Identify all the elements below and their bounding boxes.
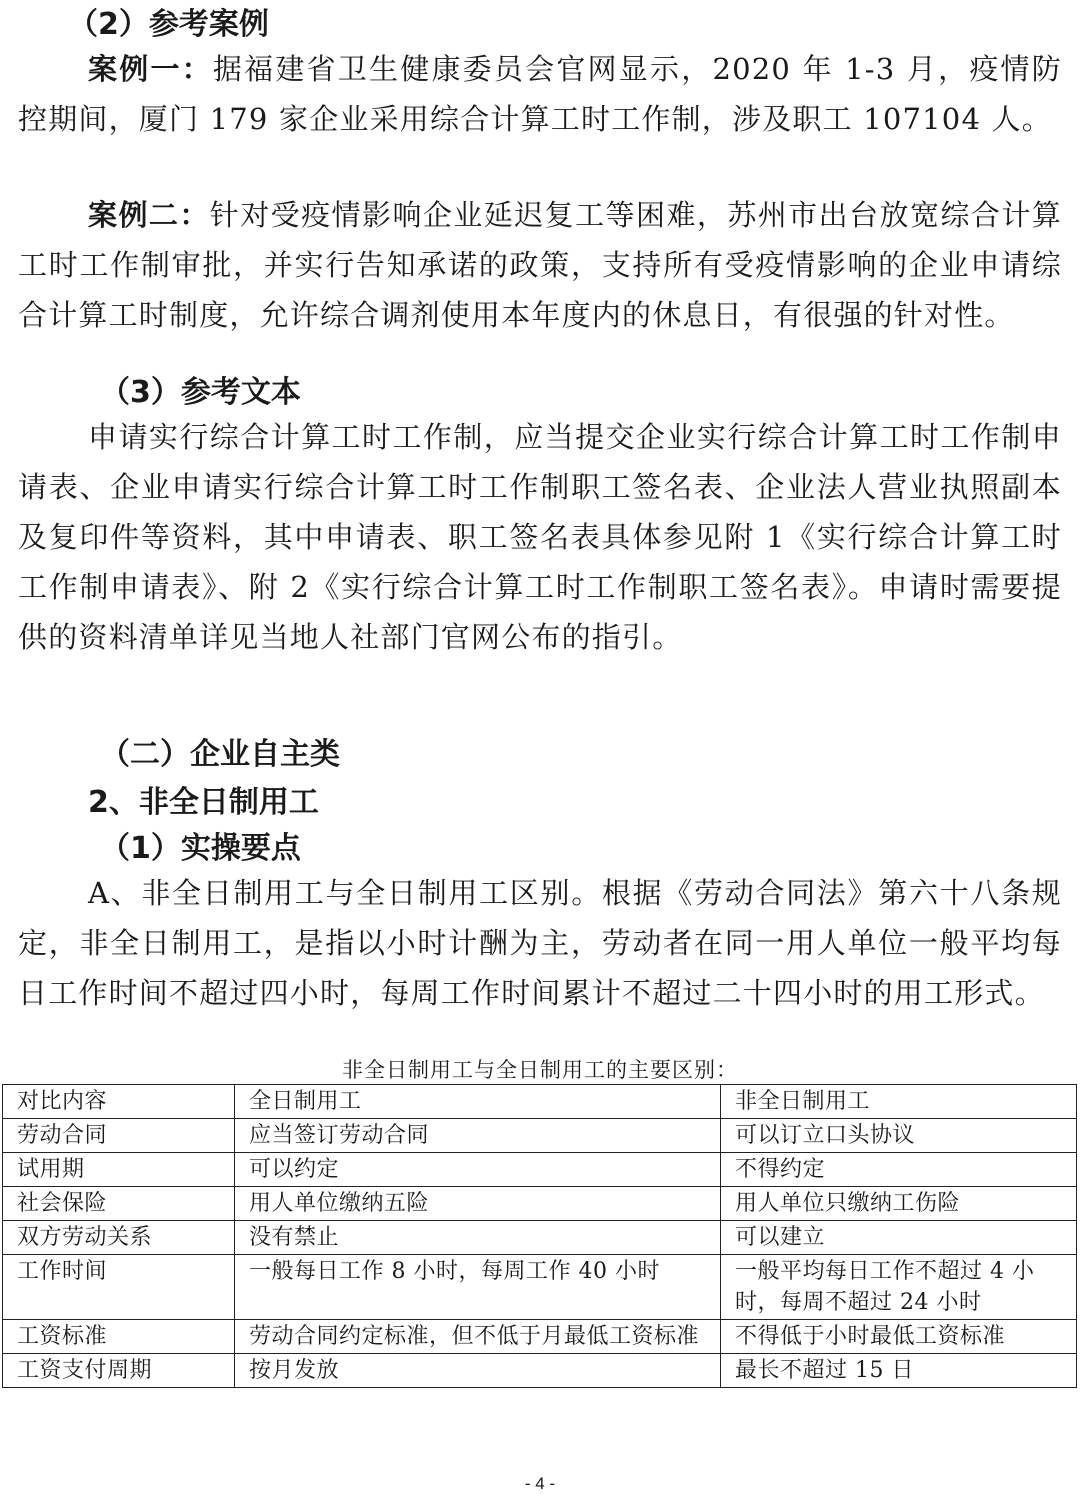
table-row <box>3 1187 1077 1221</box>
difference-paragraph: A、非全日制用工与全日制用工区别。根据《劳动合同法》第六十八条规定，非全日制用工，是指以小时计酬为主，劳动者在同一用人单位一般平均每日工作时间不超过四小时，每周工作时间累计不超过二十四小时的用工形式。 <box>18 876 1062 1010</box>
table-cell-full-time-value: 按月发放 <box>235 1354 721 1388</box>
comparison-table-body <box>3 1085 1077 1388</box>
table-cell-part-time-value: 最长不超过 15 日 <box>721 1354 1077 1388</box>
table-cell-full-time-value: 一般每日工作 8 小时，每周工作 40 小时 <box>235 1255 721 1320</box>
table-cell-full-time-value: 用人单位缴纳五险 <box>235 1187 721 1221</box>
case-one-text: 据福建省卫生健康委员会官网显示，2020 年 1-3 月，疫情防控期间，厦门 179 家企业采用综合计算工时工作制，涉及职工 107104 人。 <box>18 52 1062 136</box>
table-cell-part-time-value: 非全日制用工 <box>721 1085 1077 1119</box>
table-row <box>3 1320 1077 1354</box>
section-heading-reference: （3）参考文本 <box>100 375 301 410</box>
table-cell-comparison-item: 社会保险 <box>3 1187 235 1221</box>
section-heading-cases: （2）参考案例 <box>68 7 269 42</box>
table-cell-full-time-value: 劳动合同约定标准，但不低于月最低工资标准 <box>235 1320 721 1354</box>
comparison-table <box>2 1084 1077 1388</box>
table-caption: 非全日制用工与全日制用工的主要区别： <box>342 1058 738 1082</box>
case-two-paragraph <box>18 190 1062 340</box>
case-one-paragraph <box>18 44 1062 144</box>
table-row <box>3 1221 1077 1255</box>
table-row <box>3 1255 1077 1320</box>
section-heading-enterprise: （二）企业自主类 <box>100 737 340 772</box>
table-cell-comparison-item: 双方劳动关系 <box>3 1221 235 1255</box>
case-one-label: 案例一： <box>88 52 213 86</box>
table-cell-part-time-value: 用人单位只缴纳工伤险 <box>721 1187 1077 1221</box>
table-row <box>3 1354 1077 1388</box>
table-cell-part-time-value: 可以建立 <box>721 1221 1077 1255</box>
table-cell-full-time-value: 可以约定 <box>235 1153 721 1187</box>
table-row <box>3 1119 1077 1153</box>
reference-text-paragraph: 申请实行综合计算工时工作制，应当提交企业实行综合计算工时工作制申请表、企业申请实行综合计算工时工作制职工签名表、企业法人营业执照副本及复印件等资料，其中申请表、职工签名表具体参见附 1《实行综合计算工时工作制申请表》、附 2《实行综合计算工时工作制职工签名表》。申请时需要提供的资料清单详见当地人社部门官网公布的指引。 <box>18 420 1062 654</box>
case-two-label: 案例二： <box>88 198 210 232</box>
section-heading-parttime: 2、非全日制用工 <box>88 785 319 820</box>
table-cell-part-time-value: 可以订立口头协议 <box>721 1119 1077 1153</box>
table-row <box>3 1153 1077 1187</box>
table-header-row <box>3 1085 1077 1119</box>
table-cell-comparison-item: 工作时间 <box>3 1255 235 1320</box>
table-cell-comparison-item: 工资标准 <box>3 1320 235 1354</box>
table-cell-part-time-value: 不得约定 <box>721 1153 1077 1187</box>
case-two-text: 针对受疫情影响企业延迟复工等困难，苏州市出台放宽综合计算工时工作制审批，并实行告知承诺的政策，支持所有受疫情影响的企业申请综合计算工时制度，允许综合调剂使用本年度内的休息日，有很强的针对性。 <box>18 198 1062 332</box>
table-cell-comparison-item: 试用期 <box>3 1153 235 1187</box>
table-cell-full-time-value: 应当签订劳动合同 <box>235 1119 721 1153</box>
table-cell-full-time-value: 没有禁止 <box>235 1221 721 1255</box>
table-cell-comparison-item: 对比内容 <box>3 1085 235 1119</box>
table-cell-part-time-value: 一般平均每日工作不超过 4 小时，每周不超过 24 小时 <box>721 1255 1077 1320</box>
table-cell-part-time-value: 不得低于小时最低工资标准 <box>721 1320 1077 1354</box>
table-cell-comparison-item: 劳动合同 <box>3 1119 235 1153</box>
table-cell-comparison-item: 工资支付周期 <box>3 1354 235 1388</box>
page-number: - 4 - <box>524 1474 556 1493</box>
table-cell-full-time-value: 全日制用工 <box>235 1085 721 1119</box>
section-heading-points: （1）实操要点 <box>100 831 301 866</box>
